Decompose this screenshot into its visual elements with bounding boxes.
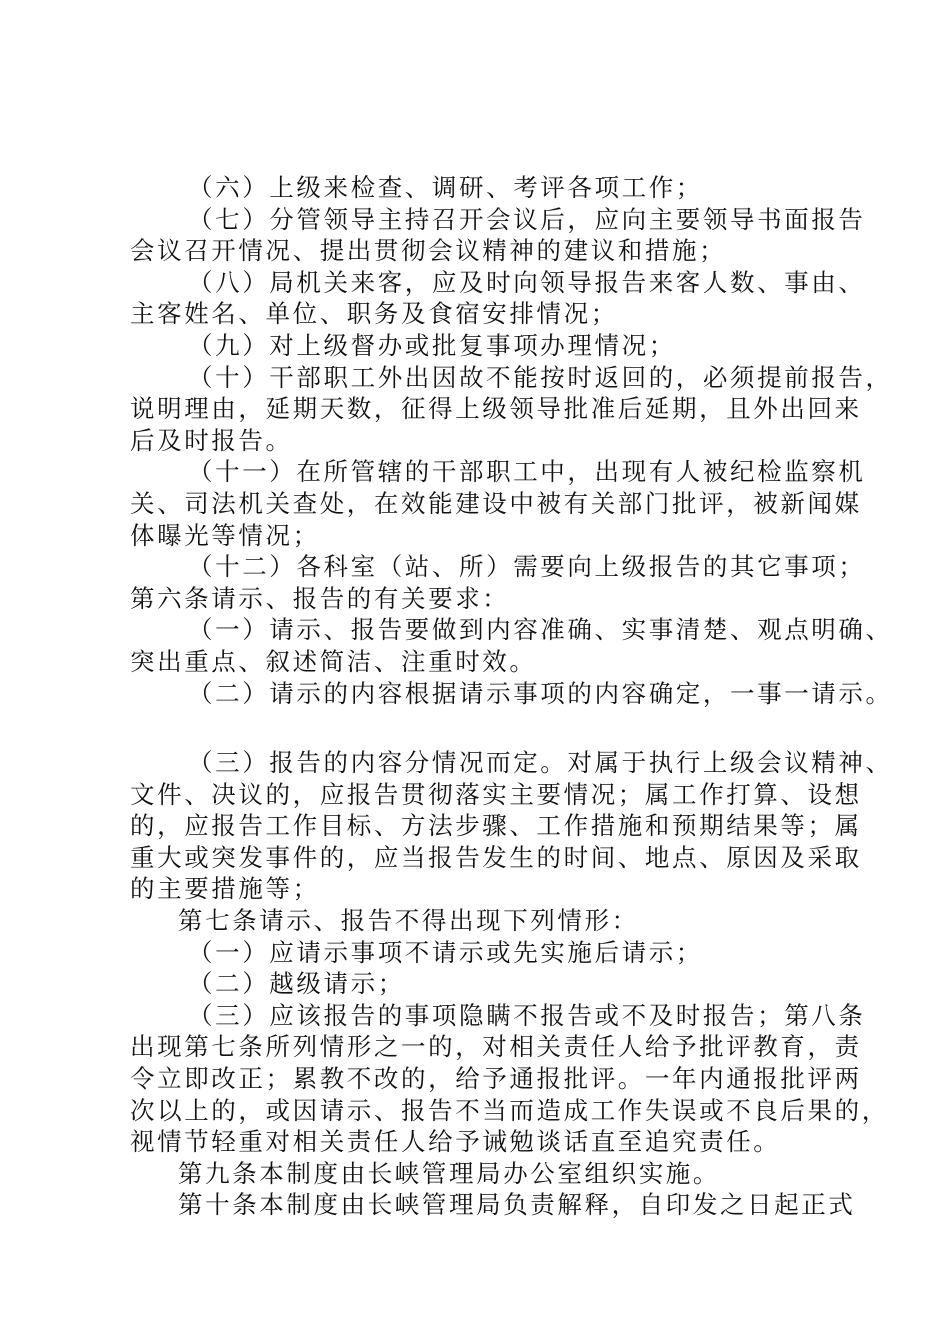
- line-23: 第七条请示、报告不得出现下列情形：: [178, 906, 639, 936]
- line-30: 视情节轻重对相关责任人给予诫勉谈话直至追究责任。: [130, 1127, 781, 1157]
- line-25: （二）越级请示；: [188, 969, 405, 999]
- line-13: （十二）各科室（站、所）需要向上级报告的其它事项；: [188, 552, 866, 582]
- line-32: 第十条本制度由长峡管理局负责解释，自印发之日起正式: [178, 1190, 856, 1220]
- line-22: 的主要措施等；: [130, 874, 320, 904]
- line-1: （六）上级来检查、调研、考评各项工作；: [188, 173, 703, 202]
- paragraph-gap: [130, 709, 860, 747]
- line-6: （九）对上级督办或批复事项办理情况；: [188, 330, 676, 360]
- line-3: 会议召开情况、提出贯彻会议精神的建议和措施；: [130, 236, 727, 266]
- line-12: 体曝光等情况；: [130, 520, 320, 550]
- line-10: （十一）在所管辖的干部职工中，出现有人被纪检监察机: [188, 457, 866, 487]
- line-18: （三）报告的内容分情况而定。对属于执行上级会议精神、: [188, 748, 893, 778]
- line-5: 主客姓名、单位、职务及食宿安排情况；: [130, 299, 618, 329]
- line-9: 后及时报告。: [130, 425, 293, 455]
- line-17: （二）请示的内容根据请示事项的内容确定，一事一请示。: [188, 678, 893, 708]
- line-27: 出现第七条所列情形之一的，对相关责任人给予批评教育，责: [130, 1032, 862, 1062]
- line-7: （十）干部职工外出因故不能按时返回的，必须提前报告，: [188, 362, 893, 392]
- line-20: 的，应报告工作目标、方法步骤、工作措施和预期结果等；属: [130, 811, 862, 841]
- line-2: （七）分管领导主持召开会议后，应向主要领导书面报告: [188, 204, 866, 234]
- line-8: 说明理由，延期天数，征得上级领导批准后延期，且外出回来: [130, 394, 862, 424]
- line-31: 第九条本制度由长峡管理局办公室组织实施。: [178, 1158, 720, 1188]
- line-11: 关、司法机关查处，在效能建设中被有关部门批评，被新闻媒: [130, 488, 862, 518]
- document-body: [130, 172, 893, 1221]
- line-19: 文件、决议的，应报告贯彻落实主要情况；属工作打算、设想: [130, 779, 862, 809]
- line-24: （一）应请示事项不请示或先实施后请示；: [188, 937, 703, 967]
- line-28: 令立即改正；累教不改的，给予通报批评。一年内通报批评两: [130, 1064, 862, 1094]
- line-4: （八）局机关来客，应及时向领导报告来客人数、事由、: [188, 267, 866, 297]
- line-26: （三）应该报告的事项隐瞒不报告或不及时报告；第八条: [188, 1000, 866, 1030]
- line-16: 突出重点、叙述简洁、注重时效。: [130, 646, 537, 676]
- line-14: 第六条请示、报告的有关要求：: [130, 583, 510, 613]
- line-21: 重大或突发事件的，应当报告发生的时间、地点、原因及采取: [130, 842, 862, 872]
- line-29: 次以上的，或因请示、报告不当而造成工作失误或不良后果的，: [130, 1095, 889, 1125]
- line-15: （一）请示、报告要做到内容准确、实事清楚、观点明确、: [188, 615, 893, 645]
